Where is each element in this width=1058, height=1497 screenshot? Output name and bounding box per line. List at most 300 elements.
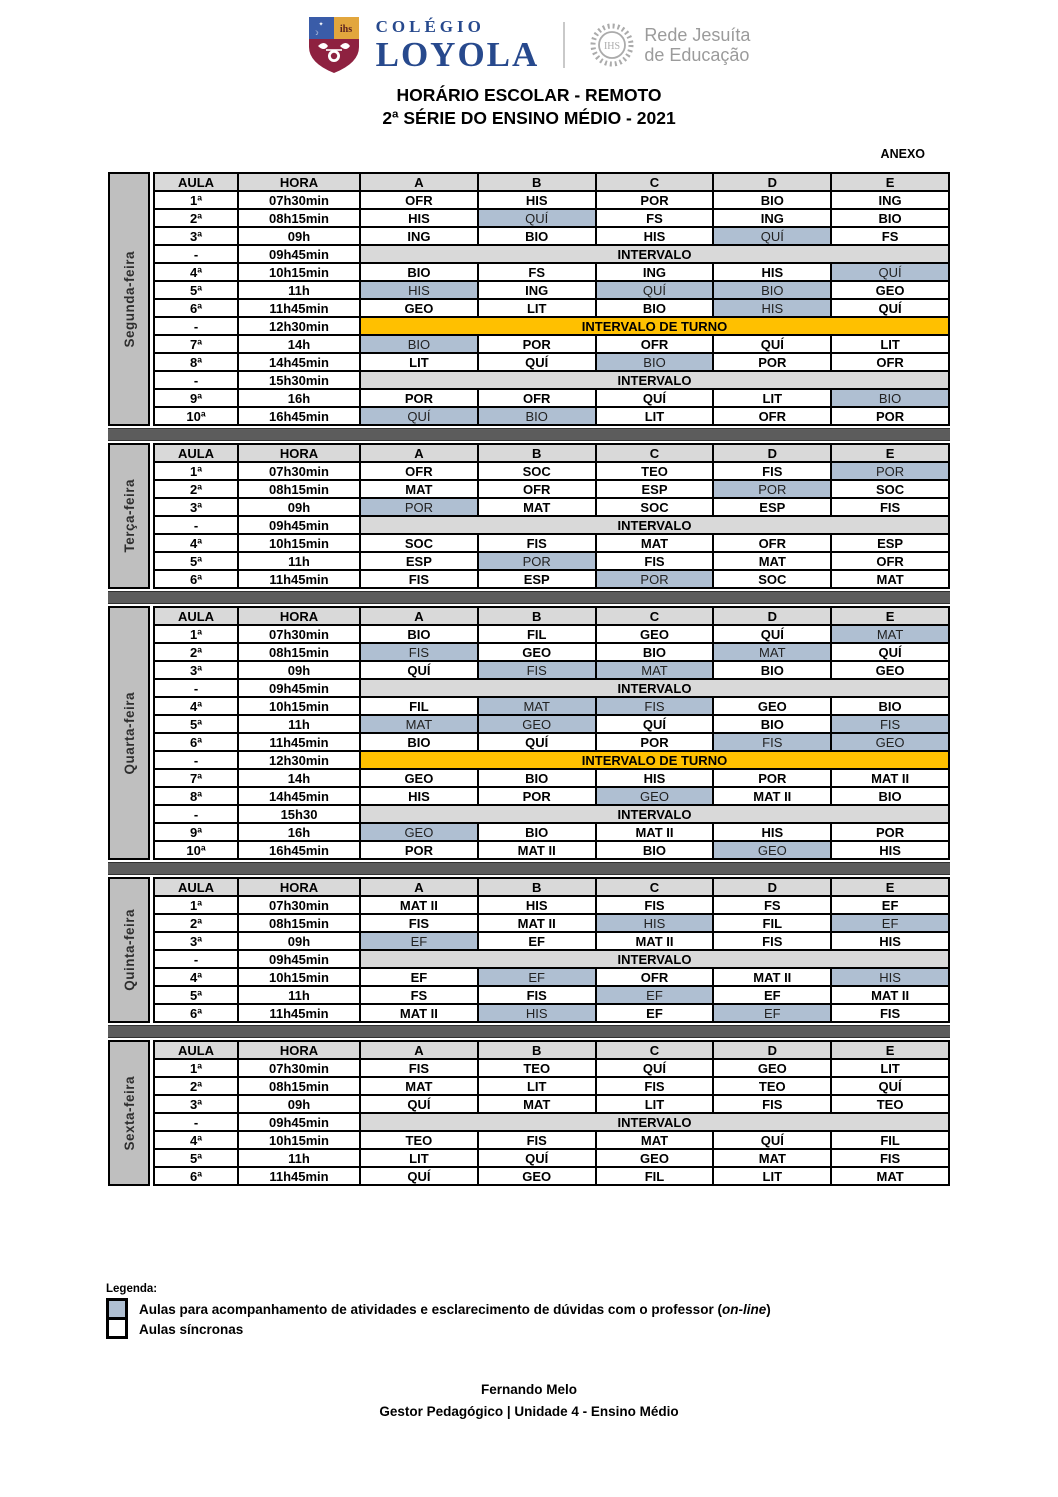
hora-cell: 15h30min (238, 371, 360, 389)
page-title-line2: 2ª SÉRIE DO ENSINO MÉDIO - 2021 (382, 107, 676, 128)
subject-cell-c: FIS (596, 552, 714, 570)
aula-cell: 3ª (154, 1095, 238, 1113)
subject-cell-d: SOC (713, 570, 831, 588)
subject-cell-d: BIO (713, 281, 831, 299)
subject-cell-c: QUÍ (596, 715, 714, 733)
lesson-row (154, 1131, 949, 1149)
subject-cell-a: MAT II (360, 896, 478, 914)
aula-cell: 4ª (154, 968, 238, 986)
column-header-c: C (596, 444, 714, 462)
lesson-row (154, 715, 949, 733)
subject-cell-d: FIS (713, 1095, 831, 1113)
intervalo-cell: INTERVALO (360, 950, 949, 968)
aula-cell: 5ª (154, 1149, 238, 1167)
column-header-e: E (831, 607, 949, 625)
column-header-d: D (713, 173, 831, 191)
subject-cell-c: ING (596, 263, 714, 281)
day-label-quarta-feira (108, 606, 150, 860)
subject-cell-d: HIS (713, 823, 831, 841)
subject-cell-b: BIO (478, 823, 596, 841)
aula-cell: - (154, 950, 238, 968)
aula-cell: 2ª (154, 643, 238, 661)
column-header-e: E (831, 173, 949, 191)
legend-title: Legenda: (106, 1283, 158, 1295)
hora-cell: 07h30min (238, 625, 360, 643)
school-name-line2: LOYOLA (375, 35, 540, 74)
subject-cell-e: MAT (831, 1167, 949, 1185)
subject-cell-c: BIO (596, 643, 714, 661)
aula-cell: 8ª (154, 787, 238, 805)
subject-cell-b: ING (478, 281, 596, 299)
subject-cell-e: BIO (831, 389, 949, 407)
hora-cell: 11h (238, 281, 360, 299)
subject-cell-c: OFR (596, 335, 714, 353)
school-name-line1: COLÉGIO (375, 17, 485, 36)
table-separator (108, 862, 950, 875)
subject-cell-c: LIT (596, 1095, 714, 1113)
subject-cell-b: BIO (478, 769, 596, 787)
subject-cell-a: EF (360, 968, 478, 986)
column-header-a: A (360, 878, 478, 896)
subject-cell-a: FIS (360, 643, 478, 661)
subject-cell-c: QUÍ (596, 389, 714, 407)
subject-cell-e: QUÍ (831, 643, 949, 661)
hora-cell: 14h45min (238, 353, 360, 371)
legend-text-online: Aulas para acompanhamento de atividades e esclarecimento de dúvidas com o professor (on-line) (139, 1301, 771, 1317)
aula-cell: 1ª (154, 1059, 238, 1077)
schedule-container (108, 172, 950, 1186)
subject-cell-b: OFR (478, 480, 596, 498)
subject-cell-b: HIS (478, 896, 596, 914)
legend-item-online (106, 1298, 771, 1320)
legend-item-sync (106, 1320, 771, 1339)
subject-cell-e: FIS (831, 715, 949, 733)
subject-cell-b: QUÍ (478, 353, 596, 371)
subject-cell-c: BIO (596, 841, 714, 859)
column-header-aula: AULA (154, 878, 238, 896)
subject-cell-b: QUÍ (478, 209, 596, 227)
subject-cell-e: MAT (831, 625, 949, 643)
logo-header (0, 16, 1058, 74)
lesson-row (154, 209, 949, 227)
aula-cell: 5ª (154, 281, 238, 299)
aula-cell: 1ª (154, 625, 238, 643)
subject-cell-d: GEO (713, 697, 831, 715)
aula-cell: 3ª (154, 498, 238, 516)
lesson-row (154, 191, 949, 209)
svg-text:ihs: ihs (339, 24, 352, 35)
subject-cell-b: POR (478, 335, 596, 353)
hora-cell: 09h (238, 1095, 360, 1113)
column-header-c: C (596, 607, 714, 625)
subject-cell-d: MAT II (713, 787, 831, 805)
lesson-row (154, 534, 949, 552)
day-label-sexta-feira (108, 1040, 150, 1186)
subject-cell-b: FIS (478, 986, 596, 1004)
jesuit-network-logo (589, 22, 750, 68)
aula-cell: 2ª (154, 209, 238, 227)
lesson-row (154, 1167, 949, 1185)
subject-cell-d: HIS (713, 263, 831, 281)
subject-cell-a: POR (360, 498, 478, 516)
break-row (154, 516, 949, 534)
subject-cell-d: ING (713, 209, 831, 227)
subject-cell-d: HIS (713, 299, 831, 317)
aula-cell: 6ª (154, 1167, 238, 1185)
aula-cell: 4ª (154, 263, 238, 281)
subject-cell-e: POR (831, 462, 949, 480)
aula-cell: 6ª (154, 570, 238, 588)
hora-cell: 09h (238, 932, 360, 950)
day-label-terca-feira (108, 443, 150, 589)
hora-cell: 16h45min (238, 407, 360, 425)
subject-cell-e: QUÍ (831, 263, 949, 281)
aula-cell: 10ª (154, 841, 238, 859)
subject-cell-b: HIS (478, 1004, 596, 1022)
lesson-row (154, 480, 949, 498)
lesson-row (154, 733, 949, 751)
subject-cell-d: BIO (713, 661, 831, 679)
aula-cell: 9ª (154, 389, 238, 407)
subject-cell-b: FIS (478, 1131, 596, 1149)
subject-cell-e: POR (831, 823, 949, 841)
subject-cell-b: MAT (478, 498, 596, 516)
lesson-row (154, 281, 949, 299)
intervalo-turno-cell: INTERVALO DE TURNO (360, 751, 949, 769)
subject-cell-a: MAT (360, 480, 478, 498)
lesson-row (154, 896, 949, 914)
column-header-a: A (360, 1041, 478, 1059)
subject-cell-e: GEO (831, 281, 949, 299)
column-header-b: B (478, 173, 596, 191)
subject-cell-a: FIS (360, 914, 478, 932)
subject-cell-b: MAT (478, 697, 596, 715)
subject-cell-c: POR (596, 733, 714, 751)
subject-cell-b: LIT (478, 1077, 596, 1095)
subject-cell-d: MAT (713, 552, 831, 570)
intervalo-cell: INTERVALO (360, 679, 949, 697)
subject-cell-d: FIS (713, 462, 831, 480)
column-header-d: D (713, 444, 831, 462)
hora-cell: 11h45min (238, 570, 360, 588)
subject-cell-e: OFR (831, 353, 949, 371)
hora-cell: 08h15min (238, 480, 360, 498)
aula-cell: 5ª (154, 552, 238, 570)
column-header-d: D (713, 1041, 831, 1059)
lesson-row (154, 625, 949, 643)
lesson-row (154, 769, 949, 787)
break-row (154, 371, 949, 389)
subject-cell-e: EF (831, 914, 949, 932)
column-header-a: A (360, 444, 478, 462)
subject-cell-c: ESP (596, 480, 714, 498)
subject-cell-e: ESP (831, 534, 949, 552)
subject-cell-e: GEO (831, 661, 949, 679)
day-label-text: Segunda-feira (121, 250, 137, 348)
subject-cell-a: POR (360, 841, 478, 859)
subject-cell-d: QUÍ (713, 1131, 831, 1149)
aula-cell: - (154, 317, 238, 335)
subject-cell-d: FIL (713, 914, 831, 932)
hora-cell: 11h (238, 552, 360, 570)
subject-cell-d: TEO (713, 1077, 831, 1095)
aula-cell: 1ª (154, 896, 238, 914)
subject-cell-d: QUÍ (713, 625, 831, 643)
day-label-segunda-feira (108, 172, 150, 426)
subject-cell-c: SOC (596, 498, 714, 516)
subject-cell-b: EF (478, 932, 596, 950)
aula-cell: 1ª (154, 191, 238, 209)
day-label-quinta-feira (108, 877, 150, 1023)
subject-cell-c: HIS (596, 227, 714, 245)
intervalo-cell: INTERVALO (360, 245, 949, 263)
aula-cell: 2ª (154, 480, 238, 498)
intervalo-cell: INTERVALO (360, 516, 949, 534)
subject-cell-b: FIS (478, 661, 596, 679)
break-row (154, 317, 949, 335)
column-header-b: B (478, 878, 596, 896)
subject-cell-d: POR (713, 480, 831, 498)
day-section-terca-feira (108, 443, 950, 589)
subject-cell-a: GEO (360, 299, 478, 317)
column-header-d: D (713, 878, 831, 896)
subject-cell-e: MAT II (831, 986, 949, 1004)
column-header-c: C (596, 1041, 714, 1059)
subject-cell-a: BIO (360, 625, 478, 643)
hora-cell: 07h30min (238, 462, 360, 480)
page-title (0, 84, 1058, 130)
subject-cell-b: GEO (478, 643, 596, 661)
subject-cell-d: QUÍ (713, 227, 831, 245)
subject-cell-d: MAT (713, 643, 831, 661)
hora-cell: 07h30min (238, 191, 360, 209)
lesson-row (154, 986, 949, 1004)
hora-cell: 07h30min (238, 1059, 360, 1077)
aula-cell: - (154, 245, 238, 263)
hora-cell: 10h15min (238, 534, 360, 552)
subject-cell-e: HIS (831, 841, 949, 859)
column-header-d: D (713, 607, 831, 625)
subject-cell-e: QUÍ (831, 299, 949, 317)
school-name (376, 18, 540, 72)
intervalo-cell: INTERVALO (360, 371, 949, 389)
subject-cell-e: EF (831, 896, 949, 914)
hora-cell: 14h45min (238, 787, 360, 805)
subject-cell-c: FS (596, 209, 714, 227)
subject-cell-c: GEO (596, 625, 714, 643)
lesson-row (154, 299, 949, 317)
subject-cell-d: BIO (713, 191, 831, 209)
lesson-row (154, 697, 949, 715)
subject-cell-d: EF (713, 1004, 831, 1022)
lesson-row (154, 1077, 949, 1095)
subject-cell-a: QUÍ (360, 1095, 478, 1113)
aula-cell: - (154, 751, 238, 769)
subject-cell-b: BIO (478, 407, 596, 425)
subject-cell-a: QUÍ (360, 661, 478, 679)
subject-cell-d: OFR (713, 407, 831, 425)
subject-cell-e: QUÍ (831, 1077, 949, 1095)
subject-cell-e: GEO (831, 733, 949, 751)
subject-cell-e: MAT (831, 570, 949, 588)
column-header-e: E (831, 878, 949, 896)
aula-cell: - (154, 371, 238, 389)
column-header-a: A (360, 607, 478, 625)
column-header-aula: AULA (154, 1041, 238, 1059)
subject-cell-e: BIO (831, 209, 949, 227)
lesson-row (154, 335, 949, 353)
subject-cell-e: FIS (831, 1004, 949, 1022)
aula-cell: - (154, 679, 238, 697)
subject-cell-b: TEO (478, 1059, 596, 1077)
lesson-row (154, 643, 949, 661)
hora-cell: 14h (238, 335, 360, 353)
subject-cell-a: GEO (360, 823, 478, 841)
hora-cell: 10h15min (238, 263, 360, 281)
subject-cell-b: LIT (478, 299, 596, 317)
subject-cell-b: FIL (478, 625, 596, 643)
hora-cell: 12h30min (238, 317, 360, 335)
aula-cell: - (154, 1113, 238, 1131)
hora-cell: 11h (238, 715, 360, 733)
table-separator (108, 591, 950, 604)
subject-cell-a: GEO (360, 769, 478, 787)
subject-cell-b: QUÍ (478, 1149, 596, 1167)
subject-cell-a: MAT (360, 715, 478, 733)
column-header-hora: HORA (238, 444, 360, 462)
column-header-aula: AULA (154, 173, 238, 191)
subject-cell-b: MAT II (478, 841, 596, 859)
subject-cell-a: LIT (360, 353, 478, 371)
legend (106, 1283, 771, 1339)
subject-cell-d: ESP (713, 498, 831, 516)
subject-cell-c: LIT (596, 407, 714, 425)
hora-cell: 09h45min (238, 245, 360, 263)
lesson-row (154, 968, 949, 986)
intervalo-turno-cell: INTERVALO DE TURNO (360, 317, 949, 335)
subject-cell-b: SOC (478, 462, 596, 480)
subject-cell-c: HIS (596, 914, 714, 932)
header-row (154, 878, 949, 896)
subject-cell-d: FIS (713, 733, 831, 751)
subject-cell-d: OFR (713, 534, 831, 552)
hora-cell: 11h (238, 1149, 360, 1167)
lesson-row (154, 570, 949, 588)
aula-cell: 4ª (154, 697, 238, 715)
column-header-b: B (478, 444, 596, 462)
subject-cell-e: LIT (831, 1059, 949, 1077)
subject-cell-c: HIS (596, 769, 714, 787)
column-header-e: E (831, 444, 949, 462)
subject-cell-e: FS (831, 227, 949, 245)
subject-cell-a: MAT (360, 1077, 478, 1095)
svg-text:☽: ☽ (312, 31, 319, 37)
subject-cell-b: ESP (478, 570, 596, 588)
aula-cell: 2ª (154, 1077, 238, 1095)
subject-cell-e: HIS (831, 932, 949, 950)
hora-cell: 08h15min (238, 914, 360, 932)
svg-text:✦: ✦ (318, 22, 324, 28)
subject-cell-d: FIS (713, 932, 831, 950)
lesson-row (154, 932, 949, 950)
subject-cell-a: SOC (360, 534, 478, 552)
subject-cell-e: FIS (831, 498, 949, 516)
break-row (154, 1113, 949, 1131)
day-section-quinta-feira (108, 877, 950, 1023)
subject-cell-a: QUÍ (360, 1167, 478, 1185)
aula-cell: 5ª (154, 986, 238, 1004)
hora-cell: 16h (238, 823, 360, 841)
hora-cell: 08h15min (238, 643, 360, 661)
hora-cell: 09h (238, 227, 360, 245)
aula-cell: 9ª (154, 823, 238, 841)
hora-cell: 10h15min (238, 1131, 360, 1149)
subject-cell-c: BIO (596, 299, 714, 317)
column-header-c: C (596, 878, 714, 896)
intervalo-cell: INTERVALO (360, 1113, 949, 1131)
subject-cell-a: EF (360, 932, 478, 950)
aula-cell: 3ª (154, 227, 238, 245)
hora-cell: 11h45min (238, 1004, 360, 1022)
header-row (154, 607, 949, 625)
subject-cell-e: FIL (831, 1131, 949, 1149)
subject-cell-a: ESP (360, 552, 478, 570)
subject-cell-c: FIL (596, 1167, 714, 1185)
hora-cell: 11h45min (238, 299, 360, 317)
svg-text:IHS: IHS (604, 41, 621, 52)
lesson-row (154, 661, 949, 679)
subject-cell-a: FIS (360, 570, 478, 588)
column-header-hora: HORA (238, 1041, 360, 1059)
day-table-quinta-feira (153, 877, 950, 1023)
signature-role: Gestor Pedagógico | Unidade 4 - Ensino Médio (379, 1403, 679, 1419)
subject-cell-c: MAT (596, 1131, 714, 1149)
day-table-segunda-feira (153, 172, 950, 426)
day-label-text: Quinta-feira (121, 909, 137, 991)
lesson-row (154, 823, 949, 841)
subject-cell-b: HIS (478, 191, 596, 209)
header-row (154, 1041, 949, 1059)
aula-cell: 3ª (154, 661, 238, 679)
subject-cell-d: GEO (713, 841, 831, 859)
hora-cell: 16h (238, 389, 360, 407)
break-row (154, 245, 949, 263)
subject-cell-e: FIS (831, 1149, 949, 1167)
hora-cell: 08h15min (238, 209, 360, 227)
subject-cell-c: FIS (596, 1077, 714, 1095)
subject-cell-a: BIO (360, 335, 478, 353)
logo-divider (563, 22, 565, 68)
aula-cell: 4ª (154, 534, 238, 552)
subject-cell-a: LIT (360, 1149, 478, 1167)
header-row (154, 173, 949, 191)
table-separator (108, 428, 950, 441)
annex-label: ANEXO (880, 147, 925, 161)
column-header-b: B (478, 1041, 596, 1059)
subject-cell-c: MAT (596, 534, 714, 552)
subject-cell-c: QUÍ (596, 281, 714, 299)
aula-cell: 2ª (154, 914, 238, 932)
subject-cell-a: FIL (360, 697, 478, 715)
subject-cell-d: MAT II (713, 968, 831, 986)
subject-cell-d: MAT (713, 1149, 831, 1167)
intervalo-cell: INTERVALO (360, 805, 949, 823)
break-row (154, 950, 949, 968)
network-name (644, 25, 750, 65)
day-table-sexta-feira (153, 1040, 950, 1186)
day-label-text: Terça-feira (121, 479, 137, 553)
subject-cell-c: QUÍ (596, 1059, 714, 1077)
